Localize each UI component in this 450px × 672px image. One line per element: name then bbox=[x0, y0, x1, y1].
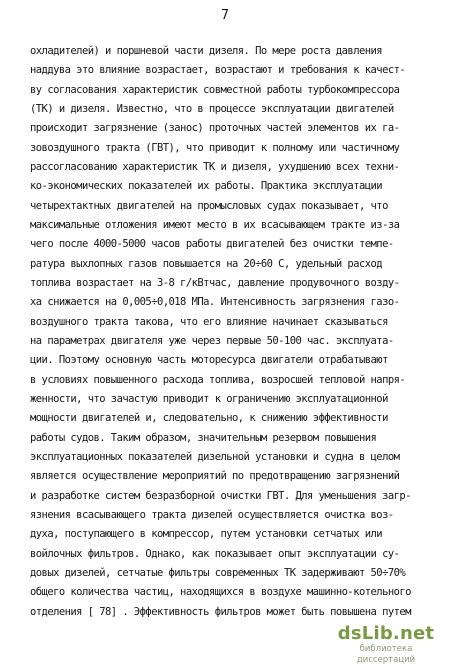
text-line: и разработке систем безразборной очистки ГВТ. Для уменьшения загр- bbox=[30, 489, 411, 502]
text-line: рассогласованию характеристик ТК и дизеля, ухудшению всех техни- bbox=[30, 160, 400, 173]
text-line: охладителей) и поршневой части дизеля. По мере роста давления bbox=[30, 45, 383, 57]
text-line: является осуществление мероприятий по предотвращению загрязнений bbox=[30, 470, 400, 483]
text-line: язнения всасывающего тракта дизелей осуществляется очистка воз- bbox=[30, 508, 394, 521]
text-line: ву согласования характеристик совместной работы турбокомпрессора bbox=[30, 83, 400, 96]
text-line: мощности двигателей и, следовательно, к снижению эффективности bbox=[30, 412, 388, 425]
text-line: войлочных фильтров. Однако, как показывает опыт эксплуатации су- bbox=[30, 547, 400, 560]
text-line: четырехтактных двигателей на промысловых судах показывает, что bbox=[30, 199, 388, 212]
text-line: наддува это влияние возрастает, возрастают и требования к качест- bbox=[30, 64, 406, 77]
text-line: чего после 4000-5000 часов работы двигателей без очистки темпе- bbox=[30, 238, 394, 251]
text-line: работы судов. Таким образом, значительным резервом повышения bbox=[30, 431, 377, 444]
text-line: духа, поступающего в компрессор, путем установки сетчатых или bbox=[30, 528, 383, 541]
text-line: воздушного тракта такова, что его влияние начинает сказываться bbox=[30, 315, 388, 328]
text-line: (ТК) и дизеля. Известно, что в процессе эксплуатации двигателей bbox=[30, 102, 394, 115]
text-line: топлива возрастает на 3-8 г/кВтчас, давление продувочного возду- bbox=[30, 276, 400, 289]
text-line: ции. Поэтому основную часть моторесурса двигатели отрабатывают bbox=[30, 354, 388, 367]
page-number: 7 bbox=[221, 8, 229, 23]
site-watermark bbox=[332, 624, 440, 666]
watermark-logo: dsLib.net bbox=[337, 623, 435, 644]
text-line: ха снижается на 0,005÷0,018 МПа. Интенсивность загрязнения газо- bbox=[30, 296, 400, 309]
text-line: в условиях повышенного расхода топлива, возросшей тепловой напря- bbox=[30, 373, 406, 386]
text-line: довых дизелей, сетчатые фильтры современных ТК задерживают 50÷70% bbox=[30, 566, 406, 579]
body-text bbox=[30, 42, 430, 622]
watermark-subtitle: библиотека диссертаций bbox=[356, 644, 416, 665]
text-line: максимальные отложения имеют место в их всасывающем тракте из-за bbox=[30, 218, 400, 231]
text-line: ратура выхлопных газов повышается на 20÷60 С, удельный расход bbox=[30, 257, 383, 270]
text-line: происходит загрязнение (занос) проточных частей элементов их га- bbox=[30, 122, 400, 135]
text-line: общего количества частиц, находящихся в воздухе машинно-котельного bbox=[30, 586, 411, 599]
text-line: ко-экономических показателей их работы. Практика эксплуатации bbox=[30, 180, 383, 193]
text-line: отделения [ 78] . Эффективность фильтров может быть повышена путем bbox=[30, 605, 411, 618]
text-line: женности, что зачастую приводит к ограничению эксплуатационной bbox=[30, 392, 388, 405]
text-line: эксплуатационных показателей дизельной установки и судна в целом bbox=[30, 450, 400, 463]
text-line: на параметрах двигателя уже через первые 50-100 час. эксплуата- bbox=[30, 334, 394, 347]
text-line: зовоздушного тракта (ГВТ), что приводит к полному или частичному bbox=[30, 141, 400, 154]
